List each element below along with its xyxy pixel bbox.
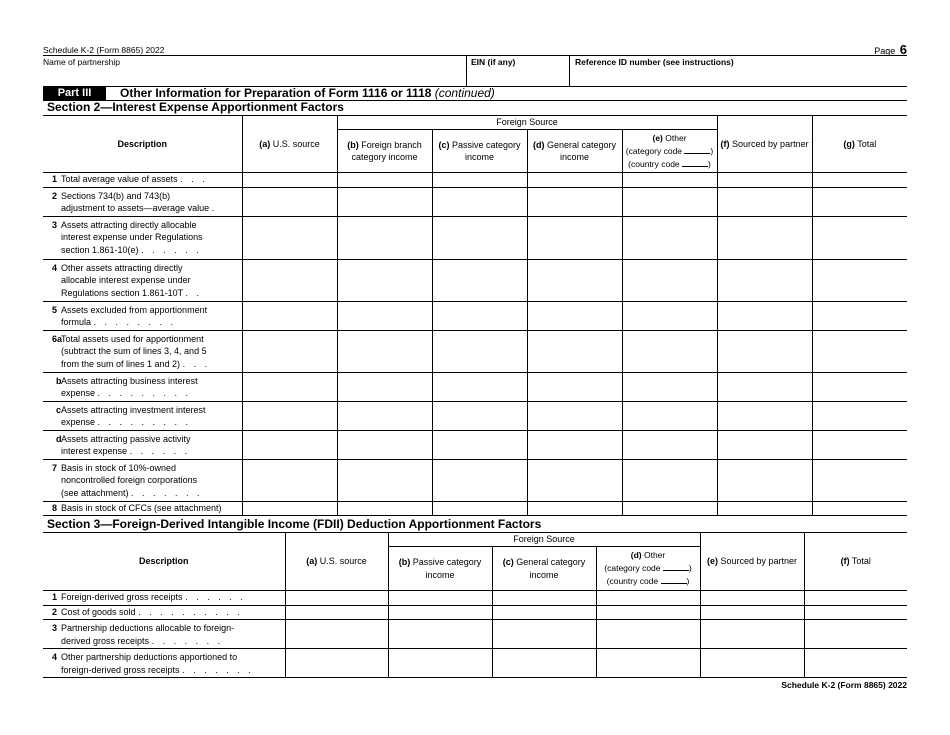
line-text: derived gross receipts [61, 635, 150, 646]
header-divider-1 [466, 55, 467, 86]
s2-amount-cell[interactable] [622, 372, 717, 401]
s2-amount-cell[interactable] [622, 173, 717, 188]
s2-amount-cell[interactable] [717, 459, 812, 501]
s3-col-f: (f) Total [804, 533, 907, 591]
s2-amount-cell[interactable] [717, 501, 812, 516]
leader-dots: . . . . . . [141, 244, 202, 255]
s2-amount-cell[interactable] [527, 330, 622, 372]
s2-amount-cell[interactable] [717, 173, 812, 188]
s2-amount-cell[interactable] [242, 372, 337, 401]
s2-amount-cell[interactable] [242, 173, 337, 188]
s2-row [43, 330, 907, 372]
leader-dots: . . . . . . . [151, 635, 224, 646]
s3-amount-cell[interactable] [700, 620, 804, 649]
leader-dots: . . . . . . [185, 592, 246, 602]
s3-row [43, 591, 907, 606]
s2-amount-cell[interactable] [242, 401, 337, 430]
s2-amount-cell[interactable] [717, 187, 812, 216]
s3-foreign-source-header: Foreign Source [388, 533, 700, 547]
line-number: 7 [52, 462, 58, 473]
line-text: adjustment to assets—average value [61, 203, 210, 213]
ein-field[interactable] [470, 67, 566, 85]
line-text: interest expense under Regulations [61, 232, 203, 242]
s2-amount-cell[interactable] [812, 187, 907, 216]
line-text: Regulations section 1.861-10T [61, 287, 183, 298]
s2-row [43, 501, 907, 516]
s2-amount-cell[interactable] [337, 301, 432, 330]
s2-amount-cell[interactable] [527, 430, 622, 459]
leader-dots: . . . [180, 174, 208, 184]
s2-amount-cell[interactable] [432, 501, 527, 516]
line-number: 3 [52, 623, 58, 633]
line-text: foreign-derived gross receipts [61, 664, 180, 675]
line-number: 1 [52, 174, 58, 184]
line-text: Basis in stock of CFCs (see attachment) [61, 502, 222, 513]
s3-row-description [43, 649, 285, 678]
s2-col-a: (a) U.S. source [242, 116, 337, 173]
leader-dots: . . . [182, 358, 211, 369]
s3-amount-cell[interactable] [700, 649, 804, 678]
s2-amount-cell[interactable] [622, 187, 717, 216]
line-number: 1 [52, 592, 58, 602]
header-top-rule [43, 55, 907, 56]
s3-amount-cell[interactable] [388, 605, 492, 620]
s2-row [43, 173, 907, 188]
leader-dots: . . [185, 287, 202, 298]
s2-amount-cell[interactable] [242, 430, 337, 459]
s2-amount-cell[interactable] [432, 372, 527, 401]
line-text: noncontrolled foreign corporations [61, 475, 198, 485]
s3-col-d: (d) Other (category code ) (country code ) [596, 547, 700, 591]
s2-amount-cell[interactable] [622, 401, 717, 430]
page-number: 6 [899, 42, 907, 57]
leader-dots: . . . . . . . . . . [138, 606, 243, 617]
s2-amount-cell[interactable] [337, 187, 432, 216]
s3-amount-cell[interactable] [285, 605, 388, 620]
s2-amount-cell[interactable] [242, 187, 337, 216]
s3-amount-cell[interactable] [804, 620, 907, 649]
s2-amount-cell[interactable] [622, 330, 717, 372]
s2-amount-cell[interactable] [242, 301, 337, 330]
s2-amount-cell[interactable] [717, 430, 812, 459]
line-text: Sections 734(b) and 743(b) [61, 190, 171, 201]
s3-row [43, 649, 907, 678]
s2-amount-cell[interactable] [717, 330, 812, 372]
line-text: from the sum of lines 1 and 2) [61, 358, 181, 369]
line-text: allocable interest expense under [61, 275, 191, 285]
s2-row [43, 187, 907, 216]
s2-amount-cell[interactable] [337, 501, 432, 516]
s3-amount-cell[interactable] [804, 591, 907, 606]
line-number: 2 [52, 606, 58, 617]
s2-amount-cell[interactable] [717, 401, 812, 430]
s2-amount-cell[interactable] [812, 401, 907, 430]
line-number: 4 [52, 262, 58, 273]
s2-amount-cell[interactable] [527, 259, 622, 301]
s2-row-description [43, 259, 242, 301]
line-text: Assets attracting directly allocable [61, 219, 197, 230]
s2-row [43, 216, 907, 259]
s2-amount-cell[interactable] [717, 216, 812, 259]
s2-row-description [43, 459, 242, 501]
s3-col-description: Description [43, 533, 285, 591]
s3-amount-cell[interactable] [596, 620, 700, 649]
s2-amount-cell[interactable] [432, 259, 527, 301]
leader-dots: . . . . . . . . . [97, 417, 192, 427]
s2-row-description [43, 430, 242, 459]
line-text: Foreign-derived gross receipts [61, 592, 183, 602]
s2-amount-cell[interactable] [337, 259, 432, 301]
section3-table [43, 532, 907, 678]
s2-col-e: (e) Other (category code ) (country code ) [622, 130, 717, 173]
s2-row-description [43, 372, 242, 401]
leader-dots: . [211, 203, 218, 213]
s3-amount-cell[interactable] [492, 620, 596, 649]
line-text: expense [61, 417, 96, 427]
s2-amount-cell[interactable] [432, 216, 527, 259]
s2-amount-cell[interactable] [527, 187, 622, 216]
s2-row-description [43, 301, 242, 330]
s2-amount-cell[interactable] [242, 459, 337, 501]
s3-amount-cell[interactable] [596, 605, 700, 620]
s3-row-description [43, 591, 285, 606]
s2-amount-cell[interactable] [622, 459, 717, 501]
reference-id-label: Reference ID number (see instructions) [575, 57, 734, 67]
line-text: interest expense [61, 446, 128, 456]
line-text: Other assets attracting directly [61, 262, 183, 273]
line-text: (subtract the sum of lines 3, 4, and 5 [61, 346, 207, 356]
s2-amount-cell[interactable] [812, 372, 907, 401]
s2-col-description: Description [43, 116, 242, 173]
s3-row-description [43, 620, 285, 649]
page-indicator [874, 41, 907, 59]
s3-row [43, 620, 907, 649]
s3-amount-cell[interactable] [388, 649, 492, 678]
s2-row-description [43, 501, 242, 516]
s3-amount-cell[interactable] [596, 649, 700, 678]
s2-amount-cell[interactable] [622, 259, 717, 301]
part-badge: Part III [43, 87, 106, 100]
s3-row [43, 605, 907, 620]
reference-id-field[interactable] [573, 67, 903, 85]
s2-amount-cell[interactable] [717, 259, 812, 301]
s2-amount-cell[interactable] [337, 401, 432, 430]
s3-amount-cell[interactable] [388, 591, 492, 606]
s2-col-d: (d) General category income [527, 130, 622, 173]
s2-foreign-source-header: Foreign Source [337, 116, 717, 130]
s3-amount-cell[interactable] [700, 605, 804, 620]
s3-amount-cell[interactable] [492, 591, 596, 606]
partnership-name-label: Name of partnership [43, 57, 121, 67]
line-number: 5 [52, 304, 58, 315]
s2-amount-cell[interactable] [527, 301, 622, 330]
s2-row [43, 459, 907, 501]
s2-row-description [43, 330, 242, 372]
s2-row [43, 430, 907, 459]
s2-amount-cell[interactable] [527, 501, 622, 516]
s2-amount-cell[interactable] [622, 301, 717, 330]
line-text: section 1.861-10(e) [61, 244, 139, 255]
s2-amount-cell[interactable] [337, 330, 432, 372]
leader-dots: . . . . . . [129, 446, 191, 456]
part-title [120, 87, 495, 100]
section2-table [43, 115, 907, 516]
s3-amount-cell[interactable] [804, 605, 907, 620]
s2-amount-cell[interactable] [812, 330, 907, 372]
s2-amount-cell[interactable] [242, 216, 337, 259]
s3-amount-cell[interactable] [492, 649, 596, 678]
s2-amount-cell[interactable] [337, 459, 432, 501]
s2-amount-cell[interactable] [432, 459, 527, 501]
line-number: 6a [52, 333, 63, 344]
line-text: Assets attracting passive activity [61, 433, 191, 444]
leader-dots: . . . . . . . . . [97, 388, 192, 398]
s2-amount-cell[interactable] [242, 501, 337, 516]
s2-amount-cell[interactable] [432, 301, 527, 330]
line-number: b [56, 375, 62, 386]
s2-amount-cell[interactable] [337, 173, 432, 188]
s2-row [43, 301, 907, 330]
form-id-header: Schedule K-2 (Form 8865) 2022 [43, 45, 165, 55]
s3-amount-cell[interactable] [388, 620, 492, 649]
s2-amount-cell[interactable] [527, 372, 622, 401]
s3-amount-cell[interactable] [804, 649, 907, 678]
s2-amount-cell[interactable] [622, 430, 717, 459]
leader-dots: . . . . . . . . [93, 317, 177, 327]
s3-col-b: (b) Passive category income [388, 547, 492, 591]
line-number: d [56, 433, 62, 444]
s2-amount-cell[interactable] [717, 301, 812, 330]
line-text: expense [61, 388, 96, 398]
s2-amount-cell[interactable] [622, 501, 717, 516]
s2-amount-cell[interactable] [242, 330, 337, 372]
s3-col-a: (a) U.S. source [285, 533, 388, 591]
s3-col-c: (c) General category income [492, 547, 596, 591]
leader-dots: . . . . . . . [182, 664, 254, 675]
s3-amount-cell[interactable] [492, 605, 596, 620]
s3-amount-cell[interactable] [285, 591, 388, 606]
s2-row-description [43, 187, 242, 216]
s2-amount-cell[interactable] [717, 372, 812, 401]
s2-amount-cell[interactable] [337, 216, 432, 259]
s2-amount-cell[interactable] [432, 187, 527, 216]
s3-amount-cell[interactable] [700, 591, 804, 606]
s2-amount-cell[interactable] [337, 430, 432, 459]
leader-dots: . . . . . . . [131, 487, 203, 498]
page-label: Page [874, 46, 896, 56]
line-text: Total assets used for apportionment [61, 333, 204, 344]
s3-amount-cell[interactable] [285, 649, 388, 678]
line-text: Basis in stock of 10%-owned [61, 462, 177, 473]
line-text: Other partnership deductions apportioned to [61, 652, 238, 662]
s2-amount-cell[interactable] [432, 330, 527, 372]
s2-row-description [43, 216, 242, 259]
s3-amount-cell[interactable] [596, 591, 700, 606]
line-number: 4 [52, 652, 58, 662]
line-text: Assets attracting investment interest [61, 404, 206, 415]
line-number: c [56, 404, 62, 415]
s2-row [43, 401, 907, 430]
form-id-footer: Schedule K-2 (Form 8865) 2022 [781, 680, 907, 690]
line-text: formula [61, 317, 92, 327]
s2-amount-cell[interactable] [812, 501, 907, 516]
line-text: Cost of goods sold [61, 606, 136, 617]
s2-amount-cell[interactable] [622, 216, 717, 259]
s2-row-description [43, 173, 242, 188]
s2-amount-cell[interactable] [812, 173, 907, 188]
s2-amount-cell[interactable] [432, 401, 527, 430]
line-text: Partnership deductions allocable to foreign- [61, 623, 235, 633]
line-text: (see attachment) [61, 487, 129, 498]
s2-row [43, 259, 907, 301]
s2-col-g: (g) Total [812, 116, 907, 173]
section2-title: Section 2—Interest Expense Apportionment Factors [47, 100, 344, 114]
s2-amount-cell[interactable] [812, 459, 907, 501]
s2-amount-cell[interactable] [527, 173, 622, 188]
s2-amount-cell[interactable] [432, 430, 527, 459]
line-text: Assets excluded from apportionment [61, 304, 208, 315]
line-number: 2 [52, 190, 58, 201]
s2-amount-cell[interactable] [432, 173, 527, 188]
s2-amount-cell[interactable] [337, 372, 432, 401]
line-number: 3 [52, 219, 58, 230]
part-title-suffix: (continued) [434, 86, 495, 100]
s2-amount-cell[interactable] [527, 459, 622, 501]
s3-row-description [43, 605, 285, 620]
line-text: Assets attracting business interest [61, 375, 198, 386]
part-title-text: Other Information for Preparation of Form 1116 or 1118 [120, 86, 432, 100]
line-text: Total average value of assets [61, 174, 178, 184]
s2-col-f: (f) Sourced by partner [717, 116, 812, 173]
s3-amount-cell[interactable] [285, 620, 388, 649]
s3-col-e: (e) Sourced by partner [700, 533, 804, 591]
s2-amount-cell[interactable] [812, 216, 907, 259]
s2-amount-cell[interactable] [527, 216, 622, 259]
header-divider-2 [569, 55, 570, 86]
partnership-name-field[interactable] [43, 67, 463, 85]
s2-amount-cell[interactable] [527, 401, 622, 430]
s2-col-b: (b) Foreign branch category income [337, 130, 432, 173]
s2-row-description [43, 401, 242, 430]
ein-label: EIN (if any) [471, 57, 516, 67]
s2-amount-cell[interactable] [812, 301, 907, 330]
s2-amount-cell[interactable] [242, 259, 337, 301]
line-number: 8 [52, 502, 58, 513]
s2-row [43, 372, 907, 401]
s2-amount-cell[interactable] [812, 430, 907, 459]
section3-title: Section 3—Foreign-Derived Intangible Income (FDII) Deduction Apportionment Factors [47, 517, 542, 531]
s2-col-c: (c) Passive category income [432, 130, 527, 173]
s2-amount-cell[interactable] [812, 259, 907, 301]
